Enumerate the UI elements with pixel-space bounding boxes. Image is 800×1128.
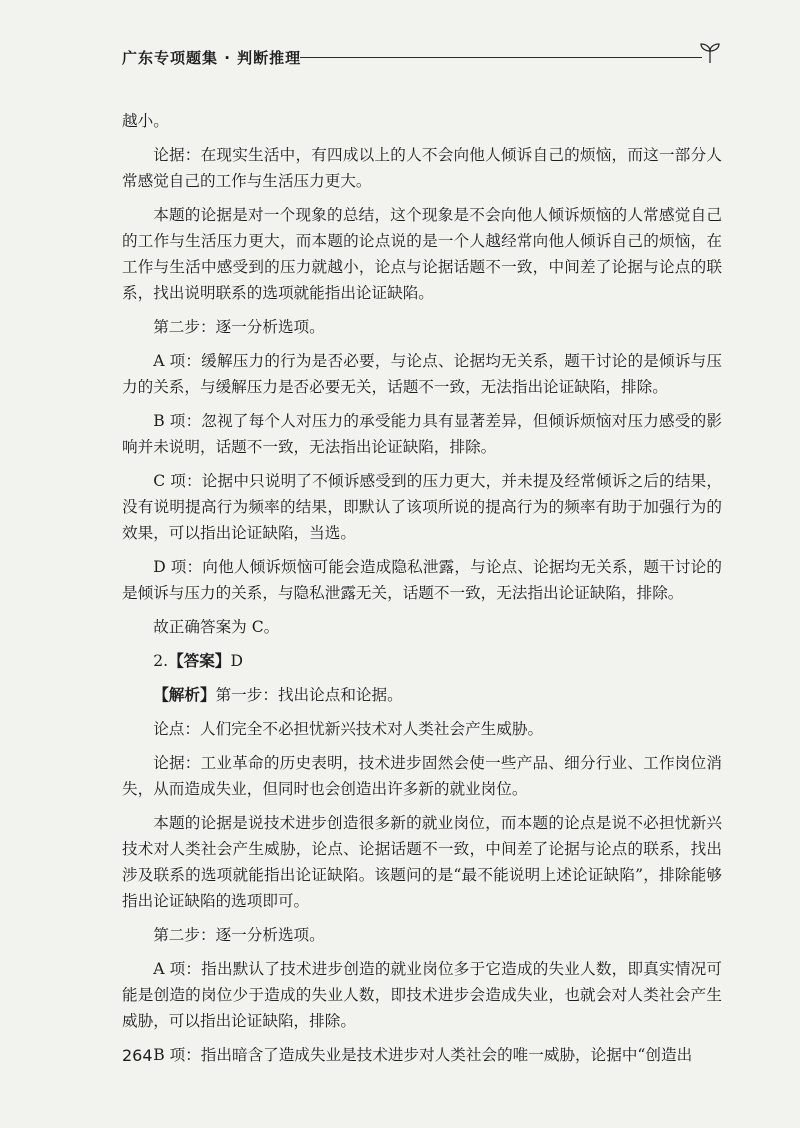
analysis-line (122, 682, 722, 708)
header-title: 广东专项题集 · 判断推理 (122, 49, 302, 67)
page-body (122, 108, 722, 1076)
answer-value: D (230, 652, 243, 670)
sprout-icon (696, 39, 724, 67)
paragraph: 论据：在现实生活中，有四成以上的人不会向他人倾诉自己的烦恼，而这一部分人常感觉自己的工作与生活压力更大。 (122, 146, 722, 190)
question-number: 2. (153, 652, 169, 670)
paragraph: 本题的论据是说技术进步创造很多新的就业岗位，而本题的论点是说不必担忧新兴技术对人类社会产生威胁，论点、论据话题不一致，中间差了论据与论点的联系，找出涉及联系的选项就能指出论证缺陷。该题问的是“最不能说明上述论证缺陷”，排除能够指出论证缺陷的选项即可。 (122, 814, 722, 910)
paragraph: D 项：向他人倾诉烦恼可能会造成隐私泄露，与论点、论据均无关系，题干讨论的是倾诉与压力的关系，与隐私泄露无关，话题不一致，无法指出论证缺陷，排除。 (122, 558, 722, 602)
paragraph: 故正确答案为 C。 (153, 618, 280, 636)
page-number: 264 (122, 1046, 153, 1065)
analysis-text: 第一步：找出论点和论据。 (215, 686, 403, 704)
answer-line (122, 648, 722, 674)
paragraph: 论据：工业革命的历史表明，技术进步固然会使一些产品、细分行业、工作岗位消失，从而造成失业，但同时也会创造出许多新的就业岗位。 (122, 754, 722, 798)
paragraph: 论点：人们完全不必担忧新兴技术对人类社会产生威胁。 (153, 720, 544, 738)
paragraph: B 项：指出暗含了造成失业是技术进步对人类社会的唯一威胁，论据中“创造出 (153, 1046, 693, 1064)
paragraph: 越小。 (122, 112, 169, 130)
paragraph: B 项：忽视了每个人对压力的承受能力具有显著差异，但倾诉烦恼对压力感受的影响并未说明，话题不一致，无法指出论证缺陷，排除。 (122, 412, 722, 456)
paragraph: A 项：缓解压力的行为是否必要，与论点、论据均无关系，题干讨论的是倾诉与压力的关系，与缓解压力是否必要无关，话题不一致，无法指出论证缺陷，排除。 (122, 352, 722, 396)
paragraph: C 项：论据中只说明了不倾诉感受到的压力更大，并未提及经常倾诉之后的结果，没有说明提高行为频率的结果，即默认了该项所说的提高行为的频率有助于加强行为的效果，可以指出论证缺陷，当选。 (122, 472, 722, 542)
paragraph: A 项：指出默认了技术进步创造的就业岗位多于它造成的失业人数，即真实情况可能是创造的岗位少于造成的失业人数，即技术进步会造成失业，也就会对人类社会产生威胁，可以指出论证缺陷，排除。 (122, 960, 722, 1030)
paragraph: 第二步：逐一分析选项。 (153, 318, 325, 336)
paragraph: 第二步：逐一分析选项。 (153, 926, 325, 944)
answer-label: 【答案】 (168, 652, 231, 670)
analysis-label: 【解析】 (153, 686, 216, 704)
header-rule (300, 57, 702, 58)
paragraph: 本题的论据是对一个现象的总结，这个现象是不会向他人倾诉烦恼的人常感觉自己的工作与生活压力更大，而本题的论点说的是一个人越经常向他人倾诉自己的烦恼，在工作与生活中感受到的压力就越小，论点与论据话题不一致，中间差了论据与论点的联系，找出说明联系的选项就能指出论证缺陷。 (122, 206, 722, 302)
running-header (122, 43, 722, 79)
